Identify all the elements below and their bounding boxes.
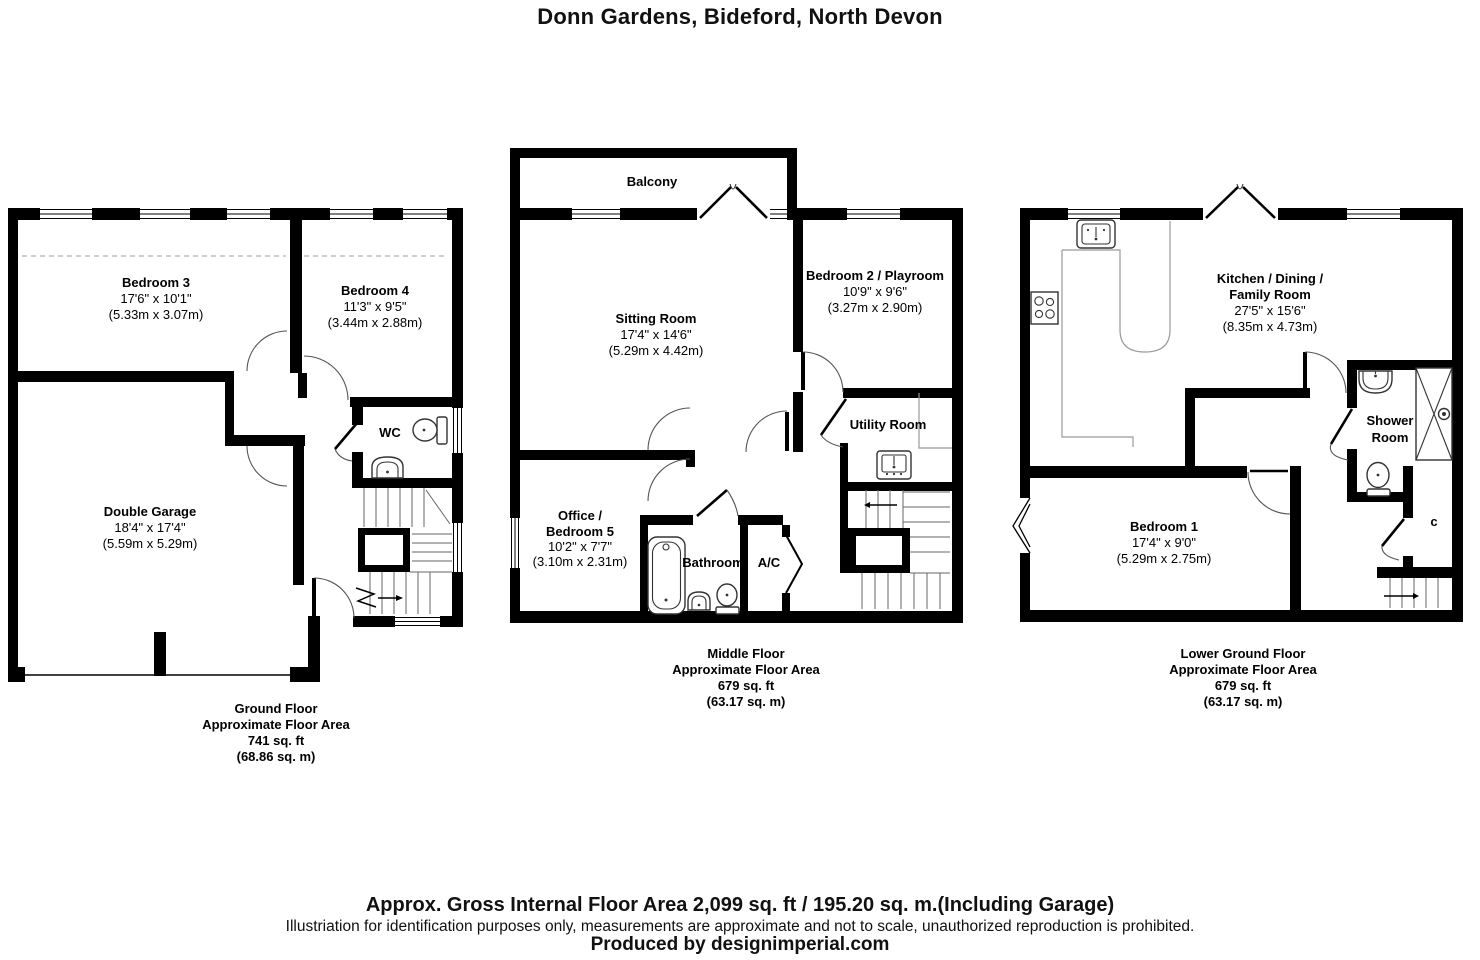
room-label-wc: WC: [379, 425, 401, 440]
window: [40, 208, 92, 220]
room-dims-m: (3.27m x 2.90m): [827, 300, 923, 315]
room-label-ac: A/C: [757, 555, 781, 570]
window: [395, 616, 440, 627]
window: [403, 208, 447, 220]
footer-producer: Produced by designimperial.com: [590, 934, 890, 955]
room-label-shower2: Room: [1371, 430, 1409, 445]
middle-floor-plan: [510, 148, 963, 709]
door-arc: [335, 449, 352, 461]
door-arc: [1248, 472, 1290, 514]
sink-icon: [372, 457, 403, 478]
svg-text:Lower Ground Floor: Lower Ground Floor: [1180, 646, 1306, 661]
door-leaf: [697, 490, 727, 516]
floor-area-label-ground: [202, 701, 350, 764]
svg-text:(63.17 sq. m): (63.17 sq. m): [706, 694, 786, 709]
toilet-icon: [716, 584, 739, 614]
svg-text:Approximate Floor Area: Approximate Floor Area: [672, 662, 820, 677]
window: [1068, 208, 1120, 220]
footer-gross-area: Approx. Gross Internal Floor Area 2,099 sq. ft / 195.20 sq. m.(Including Garage): [365, 894, 1115, 916]
room-label-garage: Double Garage: [103, 504, 197, 519]
door-arc: [821, 435, 843, 447]
svg-text:679 sq. ft: 679 sq. ft: [1214, 678, 1272, 693]
window: [330, 208, 373, 220]
room-dims-ft: 10'2" x 7'7": [547, 539, 613, 554]
svg-text:679 sq. ft: 679 sq. ft: [717, 678, 775, 693]
stair-direction-arrow: [396, 595, 403, 601]
room-label-sitting: Sitting Room: [615, 311, 697, 326]
kitchen-counter: [1062, 221, 1170, 447]
window: [140, 208, 190, 220]
shower-cubicle-icon: [1416, 368, 1452, 460]
room-label-balcony: Balcony: [626, 174, 678, 189]
stairs: [1384, 578, 1438, 608]
bay-window: [1013, 498, 1030, 553]
door-arc: [648, 408, 690, 450]
door-arc: [1330, 444, 1348, 460]
room-label-cupboard: c: [1430, 514, 1438, 529]
toilet-icon: [413, 417, 447, 444]
stair-direction-arrow: [864, 502, 870, 508]
svg-text:Middle Floor: Middle Floor: [707, 646, 785, 661]
door-arc: [727, 490, 738, 516]
bath-icon: [648, 537, 685, 614]
kitchen-sink-icon: [1077, 220, 1115, 248]
stairs: [848, 490, 950, 609]
walls: [8, 208, 463, 682]
door-arc: [648, 459, 690, 501]
room-label-office2: Bedroom 5: [546, 524, 614, 539]
room-label-bathroom: Bathroom: [682, 555, 744, 570]
footer-disclaimer: Illustriation for identification purposes only, measurements are approximate and not to scale, unauthorized reproduction is prohibited.: [285, 918, 1195, 935]
toilet-icon: [1367, 463, 1390, 497]
room-dims-ft: 27'5" x 15'6": [1234, 303, 1306, 318]
door-arc: [247, 446, 287, 486]
bifold-door: [786, 535, 802, 593]
window: [227, 208, 270, 220]
floor-area-label-middle: [672, 646, 820, 709]
room-label-bedroom3: Bedroom 3: [122, 275, 190, 290]
door-arc: [803, 352, 843, 392]
utility-sink-icon: [877, 451, 911, 479]
door-arc: [746, 411, 787, 452]
sink-icon: [688, 592, 710, 610]
window: [1347, 208, 1400, 220]
svg-text:(68.86 sq. m): (68.86 sq. m): [236, 749, 316, 764]
room-dims-ft: 11'3" x 9'5": [343, 299, 407, 314]
door-arc: [247, 331, 287, 371]
window: [572, 208, 620, 220]
floor-area-label-lower: [1169, 646, 1317, 709]
svg-text:Ground Floor: Ground Floor: [234, 701, 318, 716]
svg-text:741 sq. ft: 741 sq. ft: [247, 733, 305, 748]
window: [452, 408, 463, 453]
svg-text:Approximate Floor Area: Approximate Floor Area: [202, 717, 350, 732]
window: [510, 518, 520, 568]
room-label-bedroom4: Bedroom 4: [341, 283, 409, 298]
room-dims-ft: 17'6" x 10'1": [120, 291, 192, 306]
stair-direction-arrow: [1413, 593, 1419, 599]
hob-icon: [1031, 292, 1058, 324]
room-label-utility: Utility Room: [849, 417, 927, 432]
room-dims-ft: 17'4" x 14'6": [620, 327, 692, 342]
window: [770, 208, 787, 220]
shower-sink-icon: [1359, 371, 1392, 393]
door-leaf: [1382, 519, 1404, 546]
stairs: [356, 488, 452, 614]
room-label-kitchen2: Family Room: [1229, 287, 1311, 302]
room-label-bedroom1: Bedroom 1: [1130, 519, 1198, 534]
svg-text:(63.17 sq. m): (63.17 sq. m): [1203, 694, 1283, 709]
door-leaf: [335, 423, 357, 449]
room-dims-m: (5.29m x 4.42m): [608, 343, 704, 358]
room-dims-m: (8.35m x 4.73m): [1222, 319, 1318, 334]
room-dims-m: (3.44m x 2.88m): [327, 315, 423, 330]
svg-text:Approximate Floor Area: Approximate Floor Area: [1169, 662, 1317, 677]
french-doors: [1203, 184, 1278, 220]
room-dims-m: (5.59m x 5.29m): [102, 536, 198, 551]
garage-door: [25, 632, 290, 676]
french-doors: [697, 184, 770, 220]
door-leaf: [1331, 409, 1352, 444]
door-arc: [304, 356, 348, 400]
room-dims-ft: 18'4" x 17'4": [114, 520, 186, 535]
door-leaf: [821, 399, 846, 435]
stair-break-mark: [356, 588, 376, 607]
door-arc: [1382, 546, 1399, 560]
door-arc: [314, 578, 354, 618]
room-label-office: Office /: [557, 508, 603, 523]
room-label-bedroom2: Bedroom 2 / Playroom: [806, 268, 944, 283]
room-dims-m: (3.10m x 2.31m): [532, 554, 628, 569]
room-label-shower: Shower: [1366, 413, 1414, 428]
window: [847, 208, 900, 220]
room-dims-ft: 17'4" x 9'0": [1131, 535, 1197, 550]
door-arc: [1305, 352, 1346, 393]
ground-floor-plan: [8, 208, 463, 764]
window: [452, 523, 463, 572]
room-dims-m: (5.29m x 2.75m): [1116, 551, 1212, 566]
room-dims-m: (5.33m x 3.07m): [108, 307, 204, 322]
room-dims-ft: 10'9" x 9'6": [842, 284, 908, 299]
room-label-kitchen: Kitchen / Dining /: [1216, 271, 1324, 286]
page-title: Donn Gardens, Bideford, North Devon: [537, 4, 943, 29]
lower-ground-floor-plan: [1013, 184, 1463, 709]
